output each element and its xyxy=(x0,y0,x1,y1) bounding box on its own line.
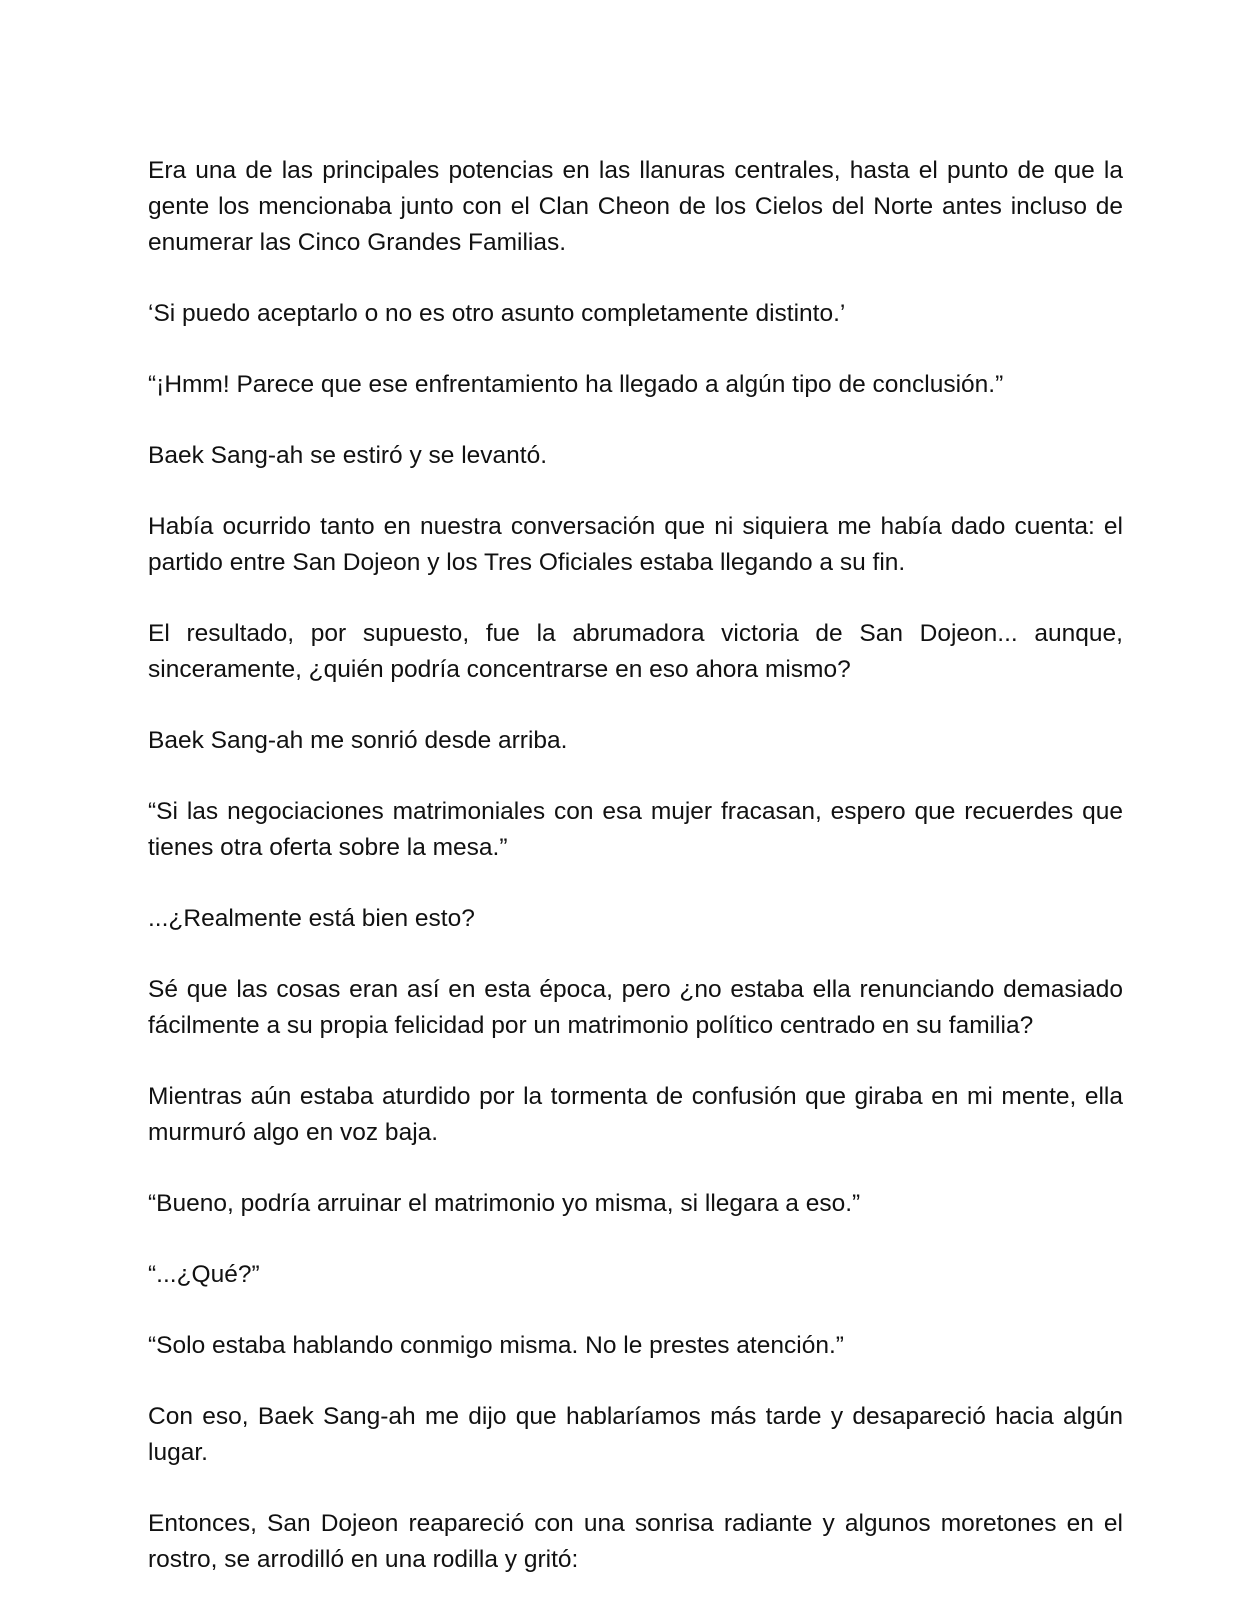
paragraph: Entonces, San Dojeon reapareció con una sonrisa radiante y algunos moretones en el rostro, se arrodilló en una rodilla y gritó: xyxy=(148,1510,1123,1573)
paragraph: Había ocurrido tanto en nuestra conversación que ni siquiera me había dado cuenta: el partido entre San Dojeon y los Tres Oficiales estaba llegando a su fin. xyxy=(148,513,1123,576)
paragraph: “Bueno, podría arruinar el matrimonio yo misma, si llegara a eso.” xyxy=(148,1190,861,1217)
paragraph: Mientras aún estaba aturdido por la tormenta de confusión que giraba en mi mente, ella murmuró algo en voz baja. xyxy=(148,1083,1123,1146)
paragraph: El resultado, por supuesto, fue la abrumadora victoria de San Dojeon... aunque, sinceramente, ¿quién podría concentrarse en eso ahora mismo? xyxy=(148,620,1123,683)
paragraph: “...¿Qué?” xyxy=(148,1261,260,1288)
document-body xyxy=(148,153,1123,1578)
paragraph: ‘Si puedo aceptarlo o no es otro asunto completamente distinto.’ xyxy=(148,300,846,327)
paragraph: “Si las negociaciones matrimoniales con esa mujer fracasan, espero que recuerdes que tienes otra oferta sobre la mesa.” xyxy=(148,798,1123,861)
paragraph: Era una de las principales potencias en las llanuras centrales, hasta el punto de que la gente los mencionaba junto con el Clan Cheon de los Cielos del Norte antes incluso de enumerar las Cinco Grandes Familias. xyxy=(148,157,1123,256)
paragraph: Sé que las cosas eran así en esta época, pero ¿no estaba ella renunciando demasiado fácilmente a su propia felicidad por un matrimonio político centrado en su familia? xyxy=(148,976,1123,1039)
paragraph: “¡Hmm! Parece que ese enfrentamiento ha llegado a algún tipo de conclusión.” xyxy=(148,371,1004,398)
paragraph: ...¿Realmente está bien esto? xyxy=(148,905,475,932)
paragraph: “Solo estaba hablando conmigo misma. No le prestes atención.” xyxy=(148,1332,844,1359)
paragraph: Baek Sang-ah se estiró y se levantó. xyxy=(148,442,548,469)
paragraph: Con eso, Baek Sang-ah me dijo que hablaríamos más tarde y desapareció hacia algún lugar. xyxy=(148,1403,1123,1466)
paragraph: Baek Sang-ah me sonrió desde arriba. xyxy=(148,727,568,754)
